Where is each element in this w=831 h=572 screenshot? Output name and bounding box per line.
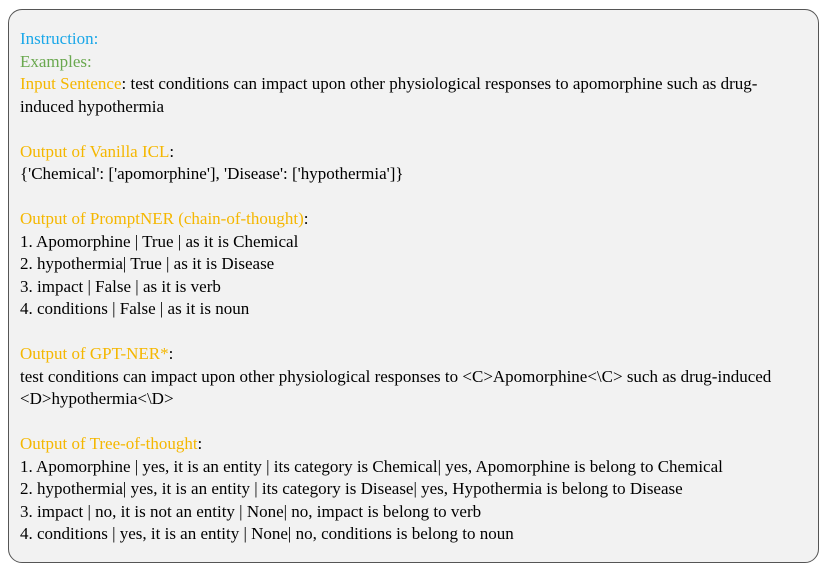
vanilla-icl-colon: : [169,141,175,161]
examples-label: Examples: [20,51,92,71]
gptner-heading [20,343,818,366]
gptner-colon: : [168,344,174,363]
spacer [20,321,818,344]
tot-line-2: 2. hypothermia| yes, it is an entity | its category is Disease| yes, Hypothermia is belong to Disease [20,479,683,498]
promptner-colon: : [303,209,309,228]
tot-line-3: 3. impact | no, it is not an entity | None| no, impact is belong to verb [20,501,482,521]
promptner-heading [20,208,818,231]
vanilla-icl-heading [20,141,818,164]
tot-heading [20,433,818,456]
gptner-label: Output of GPT-NER* [20,344,169,363]
promptner-line-3: 3. impact | False | as it is verb [20,276,221,296]
instruction-label: Instruction: [20,29,99,48]
spacer [20,411,818,434]
tot-colon: : [197,434,203,453]
gptner-output: test conditions can impact upon other physiological responses to <C>Apomorphine<\C> such as drug-induced <D>hypothermia<\D> [20,366,772,408]
tot-line-1: 1. Apomorphine | yes, it is an entity | its category is Chemical| yes, Apomorphine is belong to Chemical [20,456,723,476]
input-sentence-separator: : [121,74,131,93]
spacer [20,186,818,209]
tot-label: Output of Tree-of-thought [20,434,198,453]
promptner-line-2: 2. hypothermia| True | as it is Disease [20,254,275,273]
promptner-line-1: 1. Apomorphine | True | as it is Chemical [20,231,299,251]
vanilla-icl-label: Output of Vanilla ICL [20,141,170,161]
input-sentence-text: test conditions can impact upon other physiological responses to apomorphine such as drug-induced hypothermia [20,74,758,116]
promptner-label: Output of PromptNER (chain-of-thought) [20,209,304,228]
tot-line-4: 4. conditions | yes, it is an entity | None| no, conditions is belong to noun [20,524,514,543]
prompt-example-panel [8,9,819,563]
spacer [20,118,818,141]
input-sentence-label: Input Sentence [20,74,122,93]
input-sentence-block [20,73,810,118]
promptner-line-4: 4. conditions | False | as it is noun [20,299,250,318]
vanilla-icl-output: {'Chemical': ['apomorphine'], 'Disease': ['hypothermia']} [20,164,404,183]
